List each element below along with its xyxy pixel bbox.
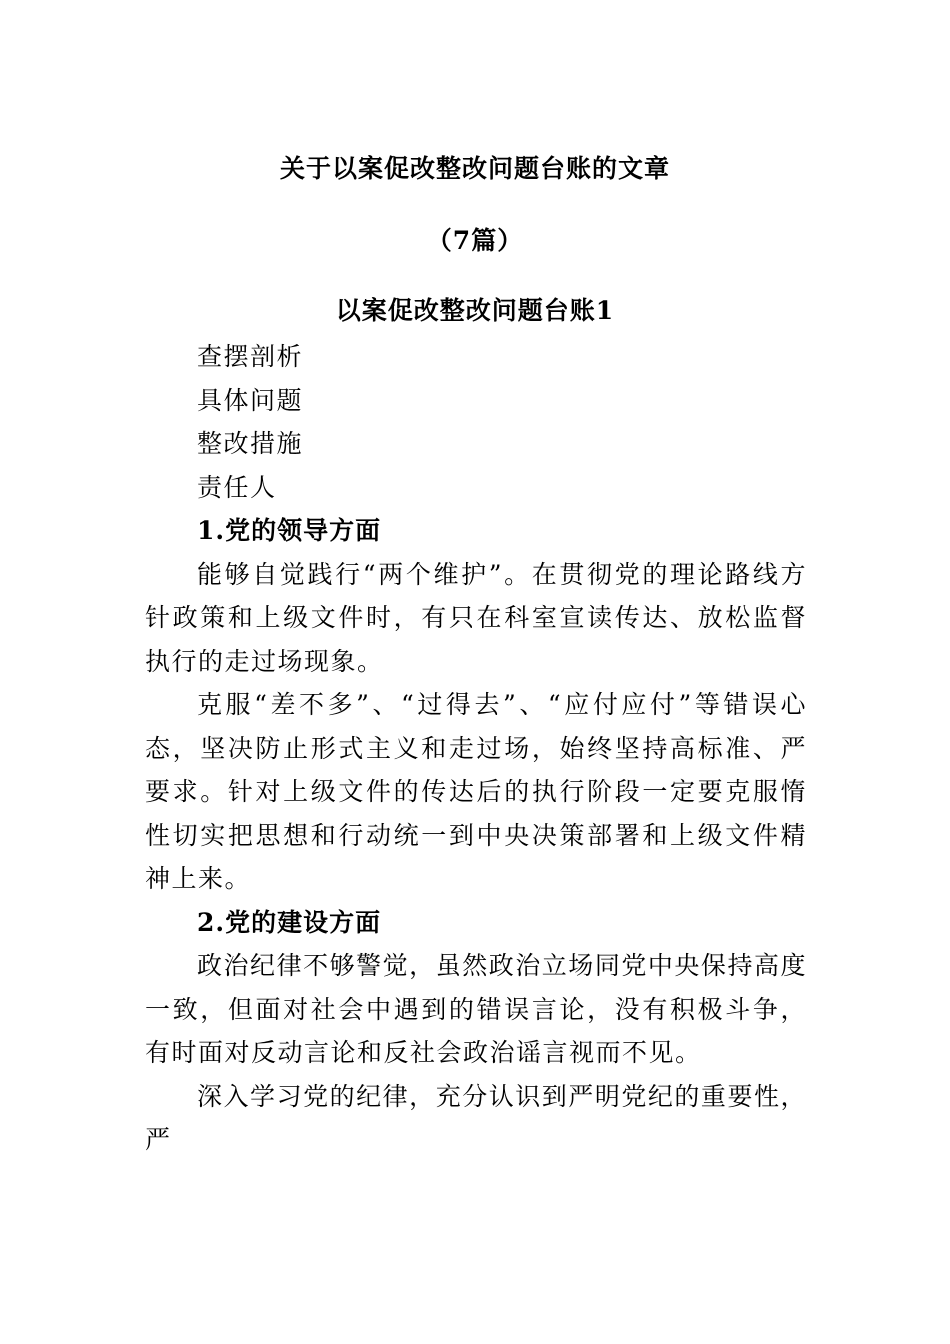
paragraph: 深入学习党的纪律，充分认识到严明党纪的重要性，严: [145, 1081, 807, 1154]
paragraph: 能够自觉践行“两个维护”。在贯彻党的理论路线方针政策和上级文件时，有只在科室宣读传达、放松监督执行的走过场现象。: [145, 559, 807, 676]
document-body: [145, 335, 807, 1162]
paragraph: 政治纪律不够警觉，虽然政治立场同党中央保持高度一致，但面对社会中遇到的错误言论，没有积极斗争，有时面对反动言论和反社会政治谣言视而不见。: [145, 951, 807, 1067]
label-check: 查摆剖析: [197, 342, 304, 371]
label-measures: 整改措施: [197, 429, 304, 458]
heading-party-leadership: 1.党的领导方面: [197, 516, 382, 545]
document-title: 关于以案促改整改问题台账的文章: [279, 154, 670, 183]
label-responsible: 责任人: [197, 472, 277, 502]
article-count: （7篇）: [426, 226, 524, 255]
heading-party-building: 2.党的建设方面: [197, 907, 382, 937]
label-problem: 具体问题: [197, 385, 304, 415]
paragraph: 克服“差不多”、“过得去”、“应付应付”等错误心态，坚决防止形式主义和走过场，始终坚持高标准、严要求。针对上级文件的传达后的执行阶段一定要克服惰性切实把思想和行动统一到中央决策部署和上级文件精神上来。: [145, 690, 807, 893]
section-title: 以案促改整改问题台账1: [335, 296, 615, 325]
